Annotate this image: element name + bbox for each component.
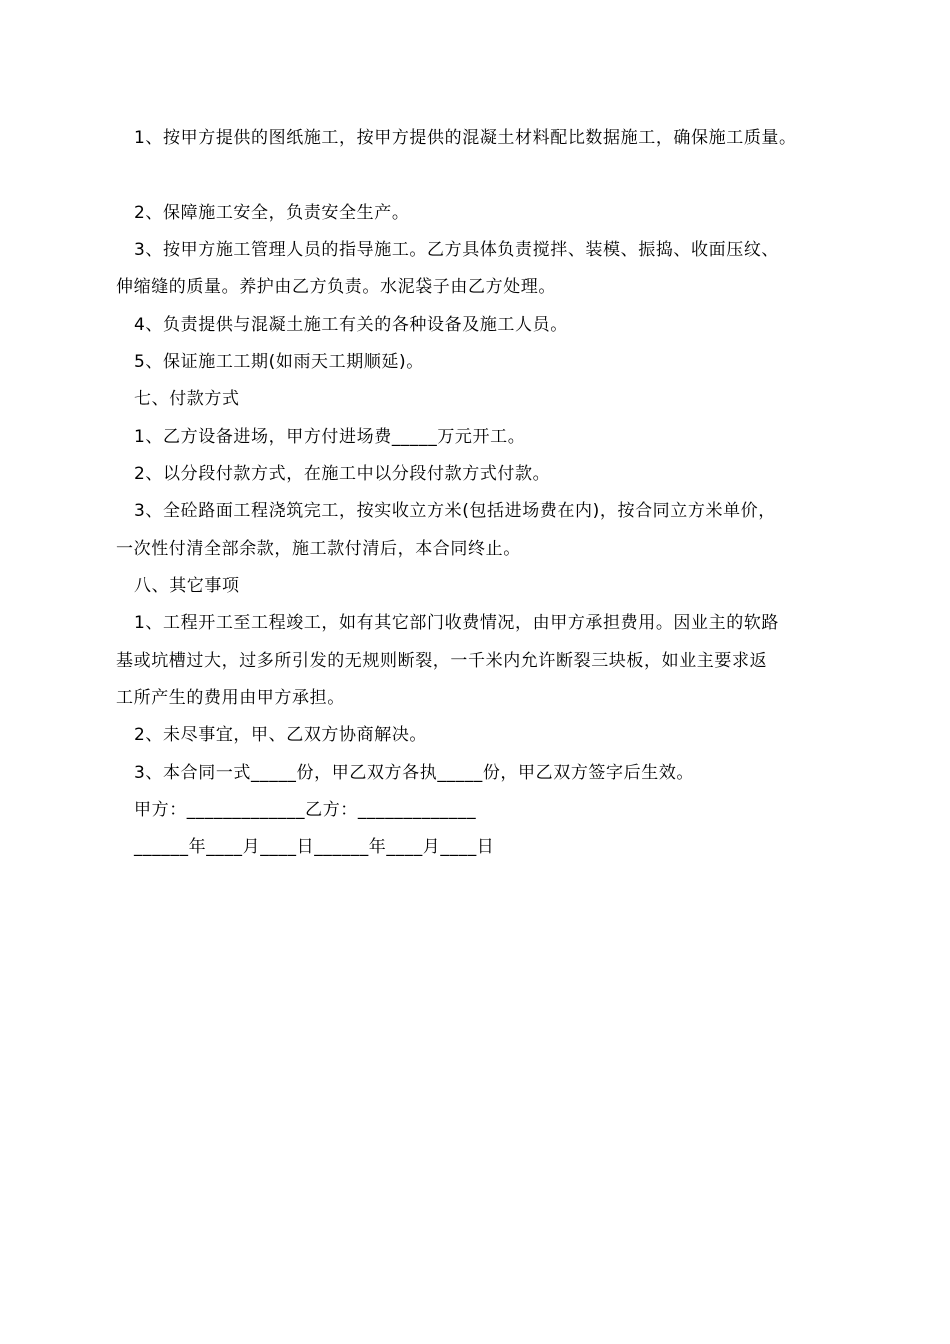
other-item-1-line-1: 1、工程开工至工程竣工，如有其它部门收费情况，由甲方承担费用。因业主的软路	[134, 613, 780, 633]
duty-item-3-line-1: 3、按甲方施工管理人员的指导施工。乙方具体负责搅拌、装模、振捣、收面压纹、	[134, 240, 780, 260]
payment-item-3-line-2: 一次性付清全部余款，施工款付清后，本合同终止。	[116, 539, 521, 559]
other-item-3: 3、本合同一式_____份，甲乙双方各执_____份，甲乙双方签字后生效。	[134, 763, 695, 783]
duty-item-3-line-2: 伸缩缝的质量。养护由乙方负责。水泥袋子由乙方处理。	[116, 277, 556, 297]
duty-item-2: 2、保障施工安全，负责安全生产。	[134, 203, 410, 223]
section-heading-payment: 七、付款方式	[134, 389, 240, 409]
duty-item-5: 5、保证施工工期(如雨天工期顺延)。	[134, 352, 424, 372]
duty-item-4: 4、负责提供与混凝土施工有关的各种设备及施工人员。	[134, 315, 568, 335]
signature-parties: 甲方：_____________乙方：_____________	[134, 800, 477, 820]
signature-dates: ______年____月____日______年____月____日	[134, 837, 495, 857]
section-heading-other: 八、其它事项	[134, 576, 240, 596]
payment-item-1: 1、乙方设备进场，甲方付进场费_____万元开工。	[134, 427, 526, 447]
other-item-1-line-3: 工所产生的费用由甲方承担。	[116, 688, 345, 708]
payment-item-2: 2、以分段付款方式，在施工中以分段付款方式付款。	[134, 464, 551, 484]
duty-item-1: 1、按甲方提供的图纸施工，按甲方提供的混凝土材料配比数据施工，确保施工质量。	[134, 128, 797, 148]
payment-item-3-line-1: 3、全砼路面工程浇筑完工，按实收立方米(包括进场费在内)，按合同立方米单价，	[134, 501, 776, 521]
other-item-2: 2、未尽事宜，甲、乙双方协商解决。	[134, 725, 428, 745]
other-item-1-line-2: 基或坑槽过大，过多所引发的无规则断裂，一千米内允许断裂三块板，如业主要求返	[116, 651, 768, 671]
